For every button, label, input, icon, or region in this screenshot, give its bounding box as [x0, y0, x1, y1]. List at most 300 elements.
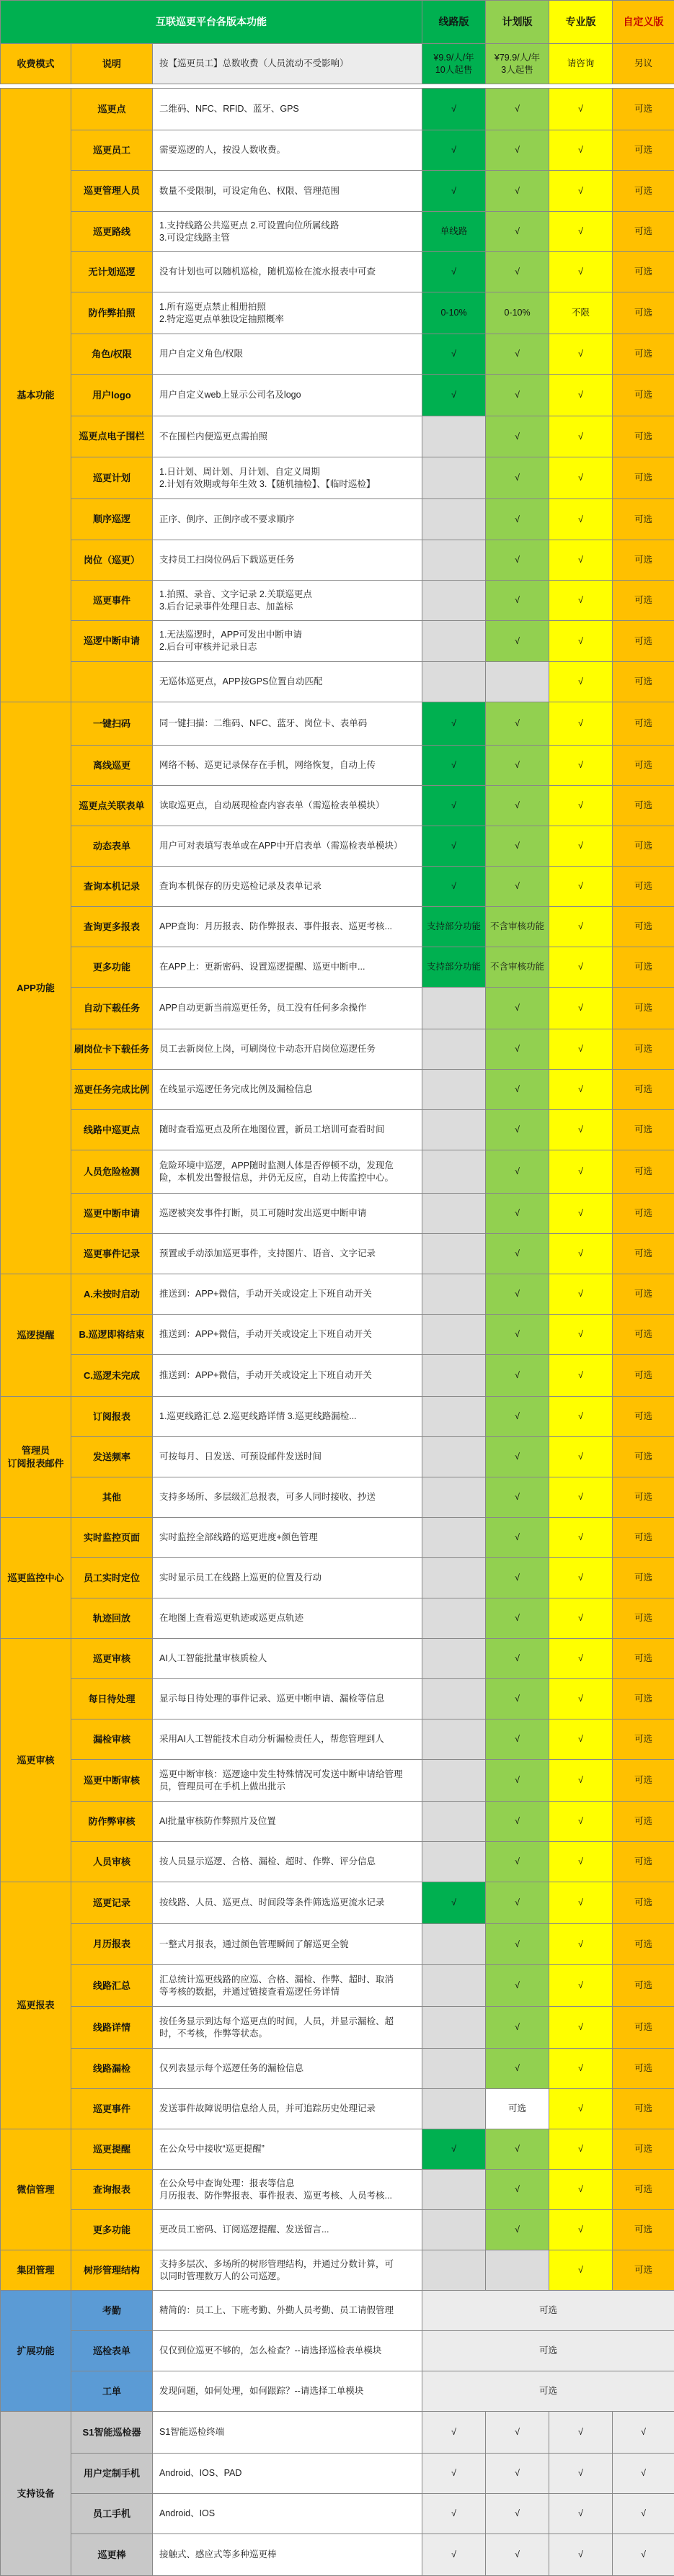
table-row [1, 44, 674, 84]
table-row [1, 1355, 674, 1397]
table-row [1, 457, 674, 499]
version-cell: √ [549, 1518, 613, 1558]
feature-cell: 巡更中断申请 [71, 1194, 153, 1234]
version-cell: 可选 [613, 1639, 674, 1679]
version-cell: √ [486, 375, 549, 416]
version-cell [422, 1397, 486, 1437]
feature-cell: 巡更任务完成比例 [71, 1070, 153, 1110]
feature-cell: 发送频率 [71, 1437, 153, 1477]
table-row [1, 334, 674, 375]
version-cell: √ [422, 867, 486, 907]
version-cell: √ [549, 1274, 613, 1315]
table-row [1, 1397, 674, 1437]
version-cell: √ [486, 1842, 549, 1882]
version-cell: √ [549, 947, 613, 988]
description-cell: AI人工智能批量审核质检人 [153, 1639, 422, 1679]
version-cell: √ [486, 1274, 549, 1315]
table-row [1, 2534, 674, 2576]
table-row [1, 867, 674, 907]
version-cell: √ [549, 581, 613, 621]
description-cell: 在线显示巡逻任务完成比例及漏检信息 [153, 1070, 422, 1110]
version-cell: √ [486, 581, 549, 621]
table-row [1, 786, 674, 826]
version-cell: √ [549, 1760, 613, 1802]
feature-cell: 离线巡更 [71, 746, 153, 786]
description-cell: 汇总统计巡更线路的应巡、合格、漏检、作弊、超时、取消 等考核的数据，并通过链接查看巡逻任务详情 [153, 1965, 422, 2007]
table-row [1, 499, 674, 540]
table-row [1, 1719, 674, 1760]
table-row [1, 662, 674, 702]
version-cell: 可选 [613, 1719, 674, 1760]
table-row [1, 1842, 674, 1882]
table-row [1, 2210, 674, 2250]
version-cell: √ [486, 1924, 549, 1965]
table-row [1, 2454, 674, 2494]
version-cell: √ [549, 1315, 613, 1355]
feature-cell: 巡更管理人员 [71, 171, 153, 212]
version-cell: 可选 [613, 947, 674, 988]
feature-cell: 员工实时定位 [71, 1558, 153, 1598]
feature-cell: 月历报表 [71, 1924, 153, 1965]
version-cell: √ [549, 1558, 613, 1598]
description-cell: 不在围栏内便巡更点需拍照 [153, 416, 422, 457]
version-cell: 另议 [613, 44, 674, 84]
version-cell: 可选 [486, 2089, 549, 2129]
description-cell: 1.日计划、周计划、月计划、自定义周期 2.计划有效期或每年生效 3.【随机抽检】、【临时巡检】 [153, 457, 422, 499]
table-row [1, 89, 674, 130]
version-cell: √ [549, 375, 613, 416]
version-cell: √ [486, 1719, 549, 1760]
feature-cell: 用户logo [71, 375, 153, 416]
version-cell [422, 1437, 486, 1477]
feature-cell: 巡更计划 [71, 457, 153, 499]
version-cell: 可选 [613, 1965, 674, 2007]
description-cell: 一整式月报表，通过颜色管理瞬间了解巡更全貌 [153, 1924, 422, 1965]
version-cell: √ [486, 1397, 549, 1437]
version-cell: √ [549, 1965, 613, 2007]
version-cell: 可选 [613, 1194, 674, 1234]
table-row [1, 947, 674, 988]
version-cell [422, 1924, 486, 1965]
description-cell: AI批量审核防作弊照片及位置 [153, 1802, 422, 1842]
version-cell: 可选 [613, 1477, 674, 1518]
version-cell: √ [486, 212, 549, 252]
feature-cell: 防作弊拍照 [71, 292, 153, 334]
version-cell [486, 662, 549, 702]
version-cell: √ [486, 171, 549, 212]
table-row [1, 826, 674, 867]
description-cell: 显示每日待处理的事件记录、巡更中断申请、漏检等信息 [153, 1679, 422, 1719]
version-cell: ¥79.9/人/年 3人起售 [486, 44, 549, 84]
description-cell: 在公众号中接收“巡更提醒” [153, 2129, 422, 2170]
table-row [1, 2049, 674, 2089]
table-row [1, 581, 674, 621]
version-cell: √ [486, 1070, 549, 1110]
description-cell: 无巡体巡更点，APP按GPS位置自动匹配 [153, 662, 422, 702]
version-cell: 单线路 [422, 212, 486, 252]
version-cell: √ [549, 540, 613, 581]
version-cell: √ [549, 1150, 613, 1194]
description-cell: 支持多场所、多层级汇总报表，可多人同时接收、抄送 [153, 1477, 422, 1518]
version-cell: √ [486, 1558, 549, 1598]
feature-cell [71, 662, 153, 702]
category-cell: 巡更监控中心 [1, 1518, 71, 1639]
version-cell: √ [422, 89, 486, 130]
description-cell: 1.所有巡更点禁止相册拍照 2.特定巡更点单独设定抽照概率 [153, 292, 422, 334]
version-cell: 可选 [613, 1274, 674, 1315]
version-cell: 可选 [613, 1558, 674, 1598]
feature-cell: 查询更多报表 [71, 907, 153, 947]
version-cell: √ [486, 702, 549, 746]
version-cell: 可选 [613, 1150, 674, 1194]
version-cell [422, 621, 486, 662]
feature-cell: A.未按时启动 [71, 1274, 153, 1315]
version-cell: 可选 [613, 907, 674, 947]
feature-cell: 查询本机记录 [71, 867, 153, 907]
feature-cell: 员工手机 [71, 2494, 153, 2534]
version-cell: 可选 [613, 1760, 674, 1802]
version-cell: √ [486, 1639, 549, 1679]
version-cell: √ [549, 867, 613, 907]
version-cell: 可选 [613, 2007, 674, 2049]
description-cell: 没有计划也可以随机巡检，随机巡检在流水报表中可查 [153, 252, 422, 292]
table-row [1, 1965, 674, 2007]
feature-cell: 人员危险检测 [71, 1150, 153, 1194]
description-cell: 用户可对表填写表单或在APP中开启表单（需巡检表单模块） [153, 826, 422, 867]
feature-cell: 考勤 [71, 2291, 153, 2331]
version-cell: 可选 [613, 457, 674, 499]
feature-cell: 巡更点关联表单 [71, 786, 153, 826]
version-cell: √ [486, 2534, 549, 2576]
version-cell: √ [486, 746, 549, 786]
version-cell: √ [486, 2007, 549, 2049]
feature-cell: 巡更中断审核 [71, 1760, 153, 1802]
version-cell: 不含审核功能 [486, 907, 549, 947]
version-cell: 可选 [613, 702, 674, 746]
version-cell: 可选 [613, 171, 674, 212]
table-row [1, 540, 674, 581]
table-row [1, 2170, 674, 2210]
category-cell: 巡逻提醒 [1, 1274, 71, 1397]
description-cell: 1.巡更线路汇总 2.巡更线路详情 3.巡更线路漏检... [153, 1397, 422, 1437]
version-cell [422, 457, 486, 499]
table-row [1, 1315, 674, 1355]
feature-cell: 更多功能 [71, 947, 153, 988]
version-cell: 可选 [613, 1842, 674, 1882]
version-cell: 可选 [613, 540, 674, 581]
version-cell: √ [486, 867, 549, 907]
version-cell: √ [486, 1110, 549, 1150]
version-cell: √ [486, 1150, 549, 1194]
description-cell: 在APP上：更新密码、设置巡逻提醒、巡更中断申... [153, 947, 422, 988]
description-cell: APP自动更新当前巡更任务，员工没有任何多余操作 [153, 988, 422, 1029]
description-cell: Android、IOS [153, 2494, 422, 2534]
version-cell: √ [422, 786, 486, 826]
version-cell: √ [549, 702, 613, 746]
version-cell: √ [422, 130, 486, 171]
feature-cell: 岗位（巡更） [71, 540, 153, 581]
table-row [1, 2089, 674, 2129]
table-row [1, 1477, 674, 1518]
table-row [1, 2250, 674, 2291]
table-row [1, 1234, 674, 1274]
feature-cell: B.巡逻即将结束 [71, 1315, 153, 1355]
version-cell: √ [549, 2250, 613, 2291]
feature-cell: 巡更记录 [71, 1882, 153, 1924]
version-cell [422, 1070, 486, 1110]
version-cell: 可选 [613, 499, 674, 540]
table-row [1, 746, 674, 786]
version-cell: √ [613, 2534, 674, 2576]
table-row [1, 988, 674, 1029]
version-cell: √ [422, 1882, 486, 1924]
version-cell: 可选 [613, 1397, 674, 1437]
table-row [1, 1029, 674, 1070]
version-cell: √ [486, 786, 549, 826]
version-cell: √ [486, 1477, 549, 1518]
version-cell: 可选 [613, 746, 674, 786]
category-cell: 基本功能 [1, 89, 71, 702]
version-cell: √ [613, 2494, 674, 2534]
version-cell: √ [549, 1194, 613, 1234]
version-cell: √ [549, 1397, 613, 1437]
version-cell: 不含审核功能 [486, 947, 549, 988]
version-cell: √ [486, 1234, 549, 1274]
table-row [1, 907, 674, 947]
version-cell: √ [486, 334, 549, 375]
feature-cell: 线路汇总 [71, 1965, 153, 2007]
version-cell: √ [549, 662, 613, 702]
version-cell: 请咨询 [549, 44, 613, 84]
description-cell: 支持多层次、多场所的树形管理结构，并通过分数计算，可 以同时管理数万人的公司巡逻。 [153, 2250, 422, 2291]
version-cell: √ [549, 1802, 613, 1842]
version-cell: √ [549, 416, 613, 457]
table-row [1, 2291, 674, 2331]
version-cell: 可选 [613, 130, 674, 171]
description-cell: 巡逻被突发事件打断，员工可随时发出巡更中断申请 [153, 1194, 422, 1234]
table-row [1, 1194, 674, 1234]
version-cell: 可选 [613, 2049, 674, 2089]
version-cell: ¥9.9/人/年 10人起售 [422, 44, 486, 84]
feature-cell: 查询报表 [71, 2170, 153, 2210]
category-cell: 收费模式 [1, 44, 71, 84]
version-cell: √ [486, 416, 549, 457]
table-row [1, 1274, 674, 1315]
version-cell [422, 416, 486, 457]
version-cell: √ [549, 2089, 613, 2129]
version-cell: √ [422, 2534, 486, 2576]
version-cell [422, 2049, 486, 2089]
table-row [1, 375, 674, 416]
category-cell: APP功能 [1, 702, 71, 1274]
version-cell: 可选 [613, 1802, 674, 1842]
version-cell: √ [486, 1029, 549, 1070]
feature-cell: 巡更事件 [71, 581, 153, 621]
description-cell: 危险环境中巡逻，APP随时监测人体是否停顿不动，发现危 险，本机发出警报信息，并仍无反应，自动上传监控中心。 [153, 1150, 422, 1194]
table-row [1, 1110, 674, 1150]
version-cell [422, 1518, 486, 1558]
feature-cell: 巡更事件 [71, 2089, 153, 2129]
description-cell: 按任务显示到达每个巡更点的时间，人员，并显示漏检、超 时，不考核，作弊等状态。 [153, 2007, 422, 2049]
feature-cell: 更多功能 [71, 2210, 153, 2250]
category-cell: 扩展功能 [1, 2291, 71, 2412]
version-cell [422, 540, 486, 581]
feature-cell: 巡逻中断申请 [71, 621, 153, 662]
version-cell: √ [549, 826, 613, 867]
description-cell: 巡更中断审核：巡逻途中发生特殊情况可发送中断申请给管理 员，管理员可在手机上做出批示 [153, 1760, 422, 1802]
description-cell: 推送到：APP+微信，手动开关或设定上下班自动开关 [153, 1355, 422, 1397]
feature-cell: 巡更员工 [71, 130, 153, 171]
version-cell [422, 2250, 486, 2291]
version-cell: √ [486, 499, 549, 540]
version-cell: √ [486, 1760, 549, 1802]
table-row [1, 1070, 674, 1110]
version-cell: √ [549, 1110, 613, 1150]
table-row [1, 2129, 674, 2170]
description-cell: 按线路、人员、巡更点、时间段等条件筛选巡更流水记录 [153, 1882, 422, 1924]
description-cell: 随时查看巡更点及所在地图位置，新员工培训可查看时间 [153, 1110, 422, 1150]
version-cell: √ [486, 1194, 549, 1234]
version-cell [422, 499, 486, 540]
version-cell: 支持部分功能 [422, 947, 486, 988]
description-cell: 按【巡更员工】总数收费（人员流动不受影响） [153, 44, 422, 84]
description-cell: 推送到：APP+微信，手动开关或设定上下班自动开关 [153, 1274, 422, 1315]
version-cell: √ [549, 2534, 613, 2576]
version-cell: √ [549, 2049, 613, 2089]
version-cell: √ [486, 2454, 549, 2494]
version-cell: √ [486, 2049, 549, 2089]
table-row [1, 130, 674, 171]
feature-cell: C.巡逻未完成 [71, 1355, 153, 1397]
version-cell: √ [549, 1029, 613, 1070]
category-cell: 集团管理 [1, 2250, 71, 2291]
version-cell: √ [549, 89, 613, 130]
table-row [1, 2007, 674, 2049]
version-cell [422, 1965, 486, 2007]
version-cell: 可选 [613, 416, 674, 457]
version-cell: √ [422, 746, 486, 786]
version-cell [422, 581, 486, 621]
feature-cell: 订阅报表 [71, 1397, 153, 1437]
version-cell: √ [549, 2210, 613, 2250]
version-cell: √ [486, 1965, 549, 2007]
description-cell: 预置或手动添加巡更事件，支持图片、语音、文字记录 [153, 1234, 422, 1274]
description-cell: 发现问题，如何处理，如何跟踪？--请选择工单模块 [153, 2371, 422, 2412]
version-cell: √ [486, 457, 549, 499]
feature-cell: 动态表单 [71, 826, 153, 867]
description-cell: 网络不畅、巡更记录保存在手机，网络恢复，自动上传 [153, 746, 422, 786]
version-cell: √ [549, 1719, 613, 1760]
version-cell [422, 1558, 486, 1598]
table-row [1, 621, 674, 662]
version-cell: √ [486, 826, 549, 867]
table-row [1, 1150, 674, 1194]
table-row [1, 171, 674, 212]
version-cell: √ [549, 1882, 613, 1924]
version-cell [422, 1355, 486, 1397]
version-cell: 可选 [613, 2170, 674, 2210]
version-cell: 可选 [613, 2250, 674, 2291]
version-cell: √ [549, 988, 613, 1029]
version-cell: √ [549, 621, 613, 662]
version-cell [422, 1477, 486, 1518]
description-cell: 二维码、NFC、RFID、蓝牙、GPS [153, 89, 422, 130]
table-row [1, 2371, 674, 2412]
category-cell: 支持设备 [1, 2412, 71, 2576]
version-cell: 可选 [613, 1598, 674, 1639]
description-cell: 可按每月、日发送、可预设邮件发送时间 [153, 1437, 422, 1477]
version-cell: √ [486, 1437, 549, 1477]
version-cell: √ [486, 1598, 549, 1639]
description-cell: 1.支持线路公共巡更点 2.可设置向位所属线路 3.可设定线路主管 [153, 212, 422, 252]
version-cell [422, 1639, 486, 1679]
table-row [1, 252, 674, 292]
feature-cell: 其他 [71, 1477, 153, 1518]
version-cell: √ [422, 375, 486, 416]
table-row [1, 416, 674, 457]
version-cell [422, 1110, 486, 1150]
version-cell: √ [549, 171, 613, 212]
version-cell [422, 1842, 486, 1882]
version-cell: 可选 [613, 1437, 674, 1477]
version-cell: √ [549, 907, 613, 947]
version-cell: 可选 [613, 621, 674, 662]
version-cell: √ [486, 988, 549, 1029]
category-cell: 巡更审核 [1, 1639, 71, 1882]
description-cell: 发送事件故障说明信息给人员，并可追踪历史处理记录 [153, 2089, 422, 2129]
version-cell: √ [549, 2494, 613, 2534]
table-row [1, 1598, 674, 1639]
description-cell: 支持员工扫岗位码后下载巡更任务 [153, 540, 422, 581]
feature-cell: 无计划巡逻 [71, 252, 153, 292]
feature-cell: 巡更事件记录 [71, 1234, 153, 1274]
version-cell: 可选 [613, 1518, 674, 1558]
version-cell: √ [486, 1802, 549, 1842]
version-cell: 可选 [613, 1679, 674, 1719]
version-cell: 0-10% [486, 292, 549, 334]
version-cell [422, 2170, 486, 2210]
version-cell: √ [549, 252, 613, 292]
version-cell: √ [486, 252, 549, 292]
feature-cell: 轨迹回放 [71, 1598, 153, 1639]
version-header: 专业版 [549, 1, 613, 44]
version-cell: √ [486, 621, 549, 662]
version-cell: √ [422, 2129, 486, 2170]
table-row [1, 212, 674, 252]
version-cell: √ [549, 334, 613, 375]
version-cell: 可选 [613, 375, 674, 416]
table-row [1, 1924, 674, 1965]
description-cell: 实时显示员工在线路上巡更的位置及行动 [153, 1558, 422, 1598]
header-row [1, 1, 674, 44]
version-cell: √ [486, 540, 549, 581]
feature-cell: 自动下载任务 [71, 988, 153, 1029]
version-cell: 可选 [613, 662, 674, 702]
version-cell: √ [422, 334, 486, 375]
version-cell: 可选 [613, 867, 674, 907]
version-cell: 可选 [613, 89, 674, 130]
description-cell: 接触式、感应式等多种巡更棒 [153, 2534, 422, 2576]
version-cell: √ [422, 2454, 486, 2494]
version-cell: √ [486, 1518, 549, 1558]
description-cell: 需要巡逻的人，按没人数收费。 [153, 130, 422, 171]
version-cell: √ [422, 171, 486, 212]
description-cell: 1.无法巡逻时，APP可发出中断申请 2.后台可审核并记录日志 [153, 621, 422, 662]
version-cell: √ [422, 702, 486, 746]
version-cell: √ [613, 2412, 674, 2454]
version-cell: √ [549, 2412, 613, 2454]
version-cell [422, 1234, 486, 1274]
